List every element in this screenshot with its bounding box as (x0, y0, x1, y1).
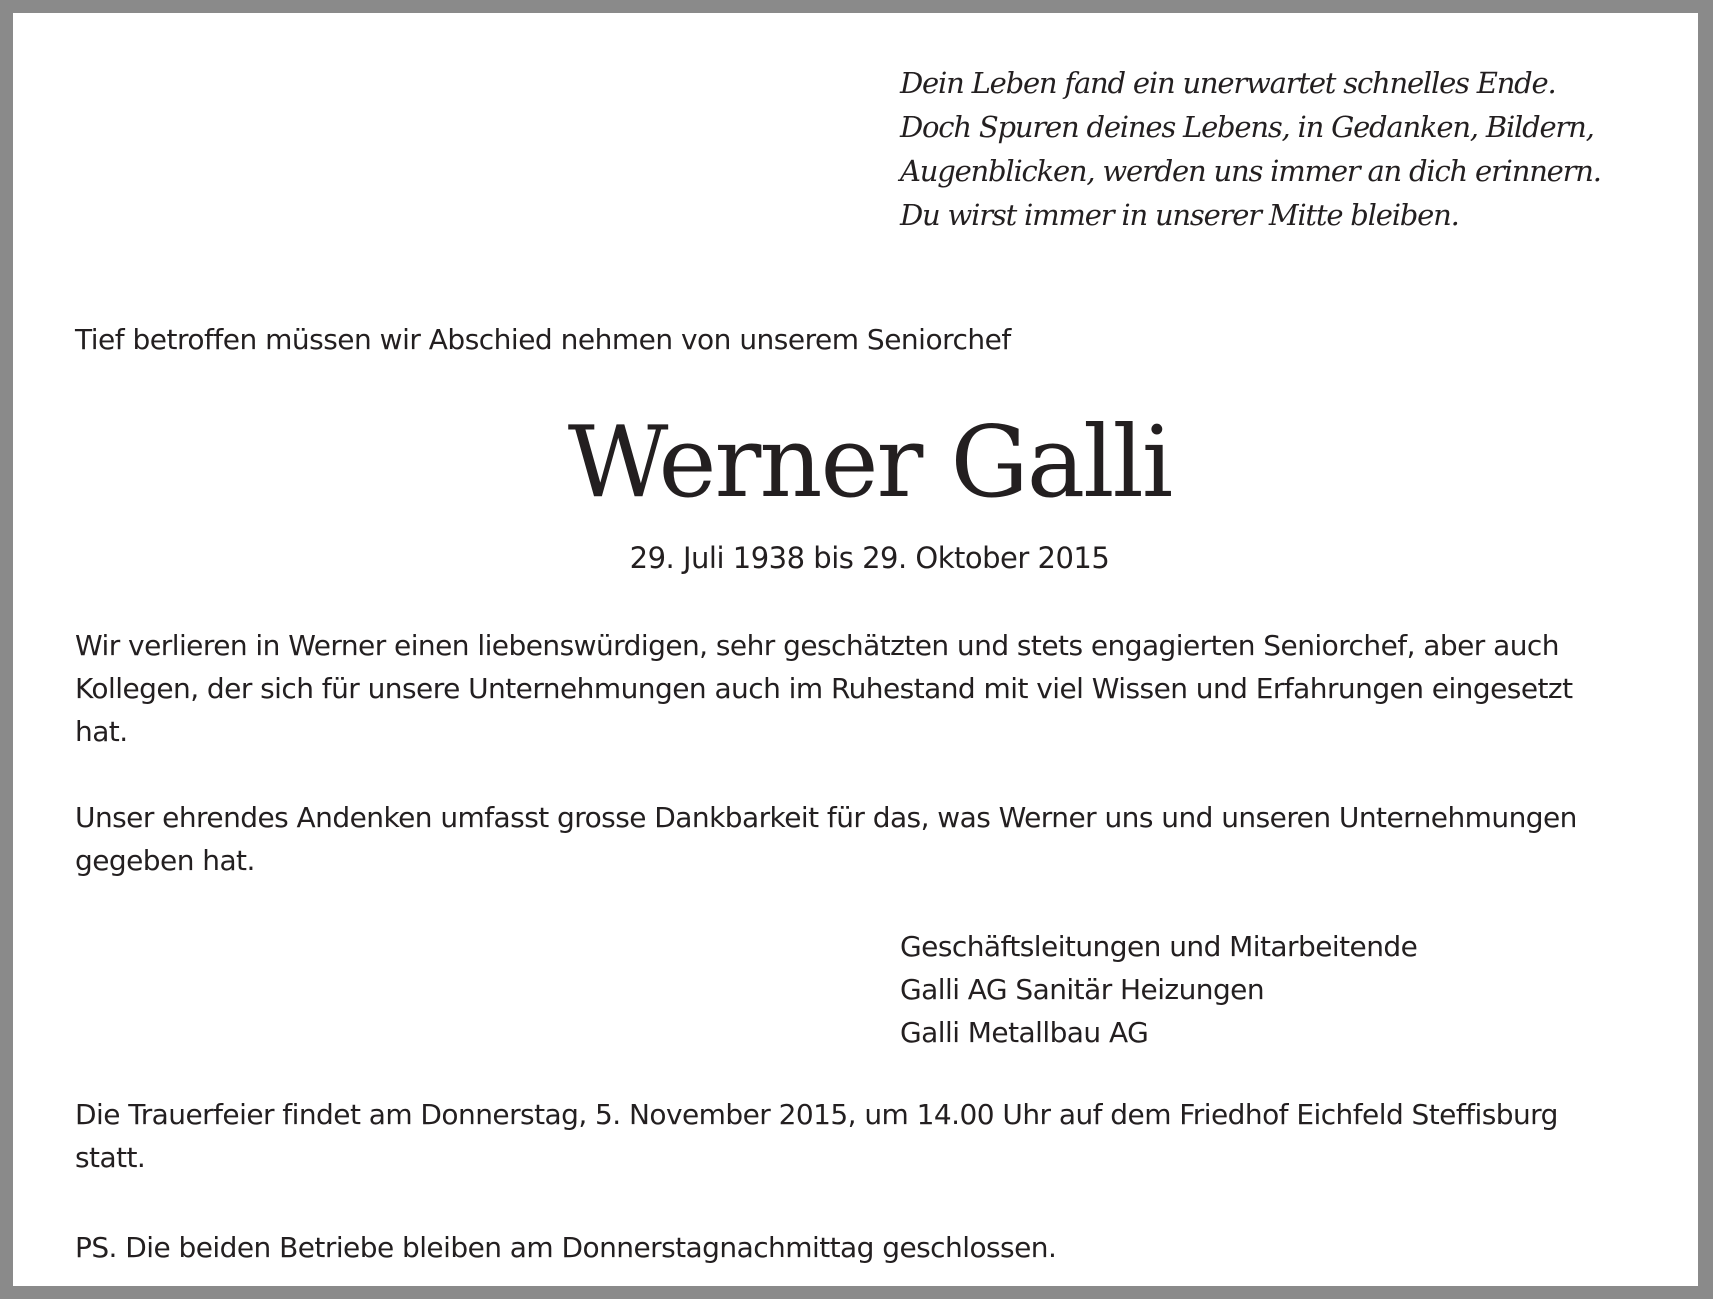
paragraph-line: PS. Die beiden Betriebe bleiben am Donnerstagnachmittag geschlossen. (75, 1231, 1057, 1264)
signature-line: Galli AG Sanitär Heizungen (900, 973, 1265, 1006)
paragraph-line: Die Trauerfeier findet am Donnerstag, 5. November 2015, um 14.00 Uhr auf dem Friedhof Eichfeld Steffisburg (75, 1098, 1558, 1131)
postscript (75, 1226, 1675, 1269)
remembrance-paragraph (75, 796, 1675, 882)
signature-line: Geschäftsleitungen und Mitarbeitende (900, 930, 1418, 963)
poem-line: Du wirst immer in unserer Mitte bleiben. (900, 198, 1459, 232)
paragraph-line: hat. (75, 715, 128, 748)
signature-block (900, 925, 1417, 1054)
signature-line: Galli Metallbau AG (900, 1016, 1149, 1049)
life-dates: 29. Juli 1938 bis 29. Oktober 2015 (629, 541, 1110, 575)
poem-line: Doch Spuren deines Lebens, in Gedanken, Bildern, (900, 110, 1594, 144)
memorial-poem (900, 61, 1700, 237)
deceased-name: Werner Galli (567, 406, 1172, 520)
ceremony-paragraph (75, 1093, 1675, 1179)
paragraph-line: Wir verlieren in Werner einen liebenswürdigen, sehr geschätzten und stets engagierten Seniorchef, aber auch (75, 629, 1559, 662)
paragraph-line: Kollegen, der sich für unsere Unternehmungen auch im Ruhestand mit viel Wissen und Erfahrungen eingesetzt (75, 672, 1573, 705)
paragraph-line: Unser ehrendes Andenken umfasst grosse Dankbarkeit für das, was Werner uns und unseren Unternehmungen (75, 801, 1577, 834)
intro-text: Tief betroffen müssen wir Abschied nehmen von unserem Seniorchef (75, 323, 1011, 356)
paragraph-line: gegeben hat. (75, 844, 255, 877)
poem-line: Augenblicken, werden uns immer an dich erinnern. (900, 154, 1601, 188)
poem-line: Dein Leben fand ein unerwartet schnelles Ende. (900, 66, 1556, 100)
paragraph-line: statt. (75, 1141, 146, 1174)
tribute-paragraph (75, 624, 1675, 753)
